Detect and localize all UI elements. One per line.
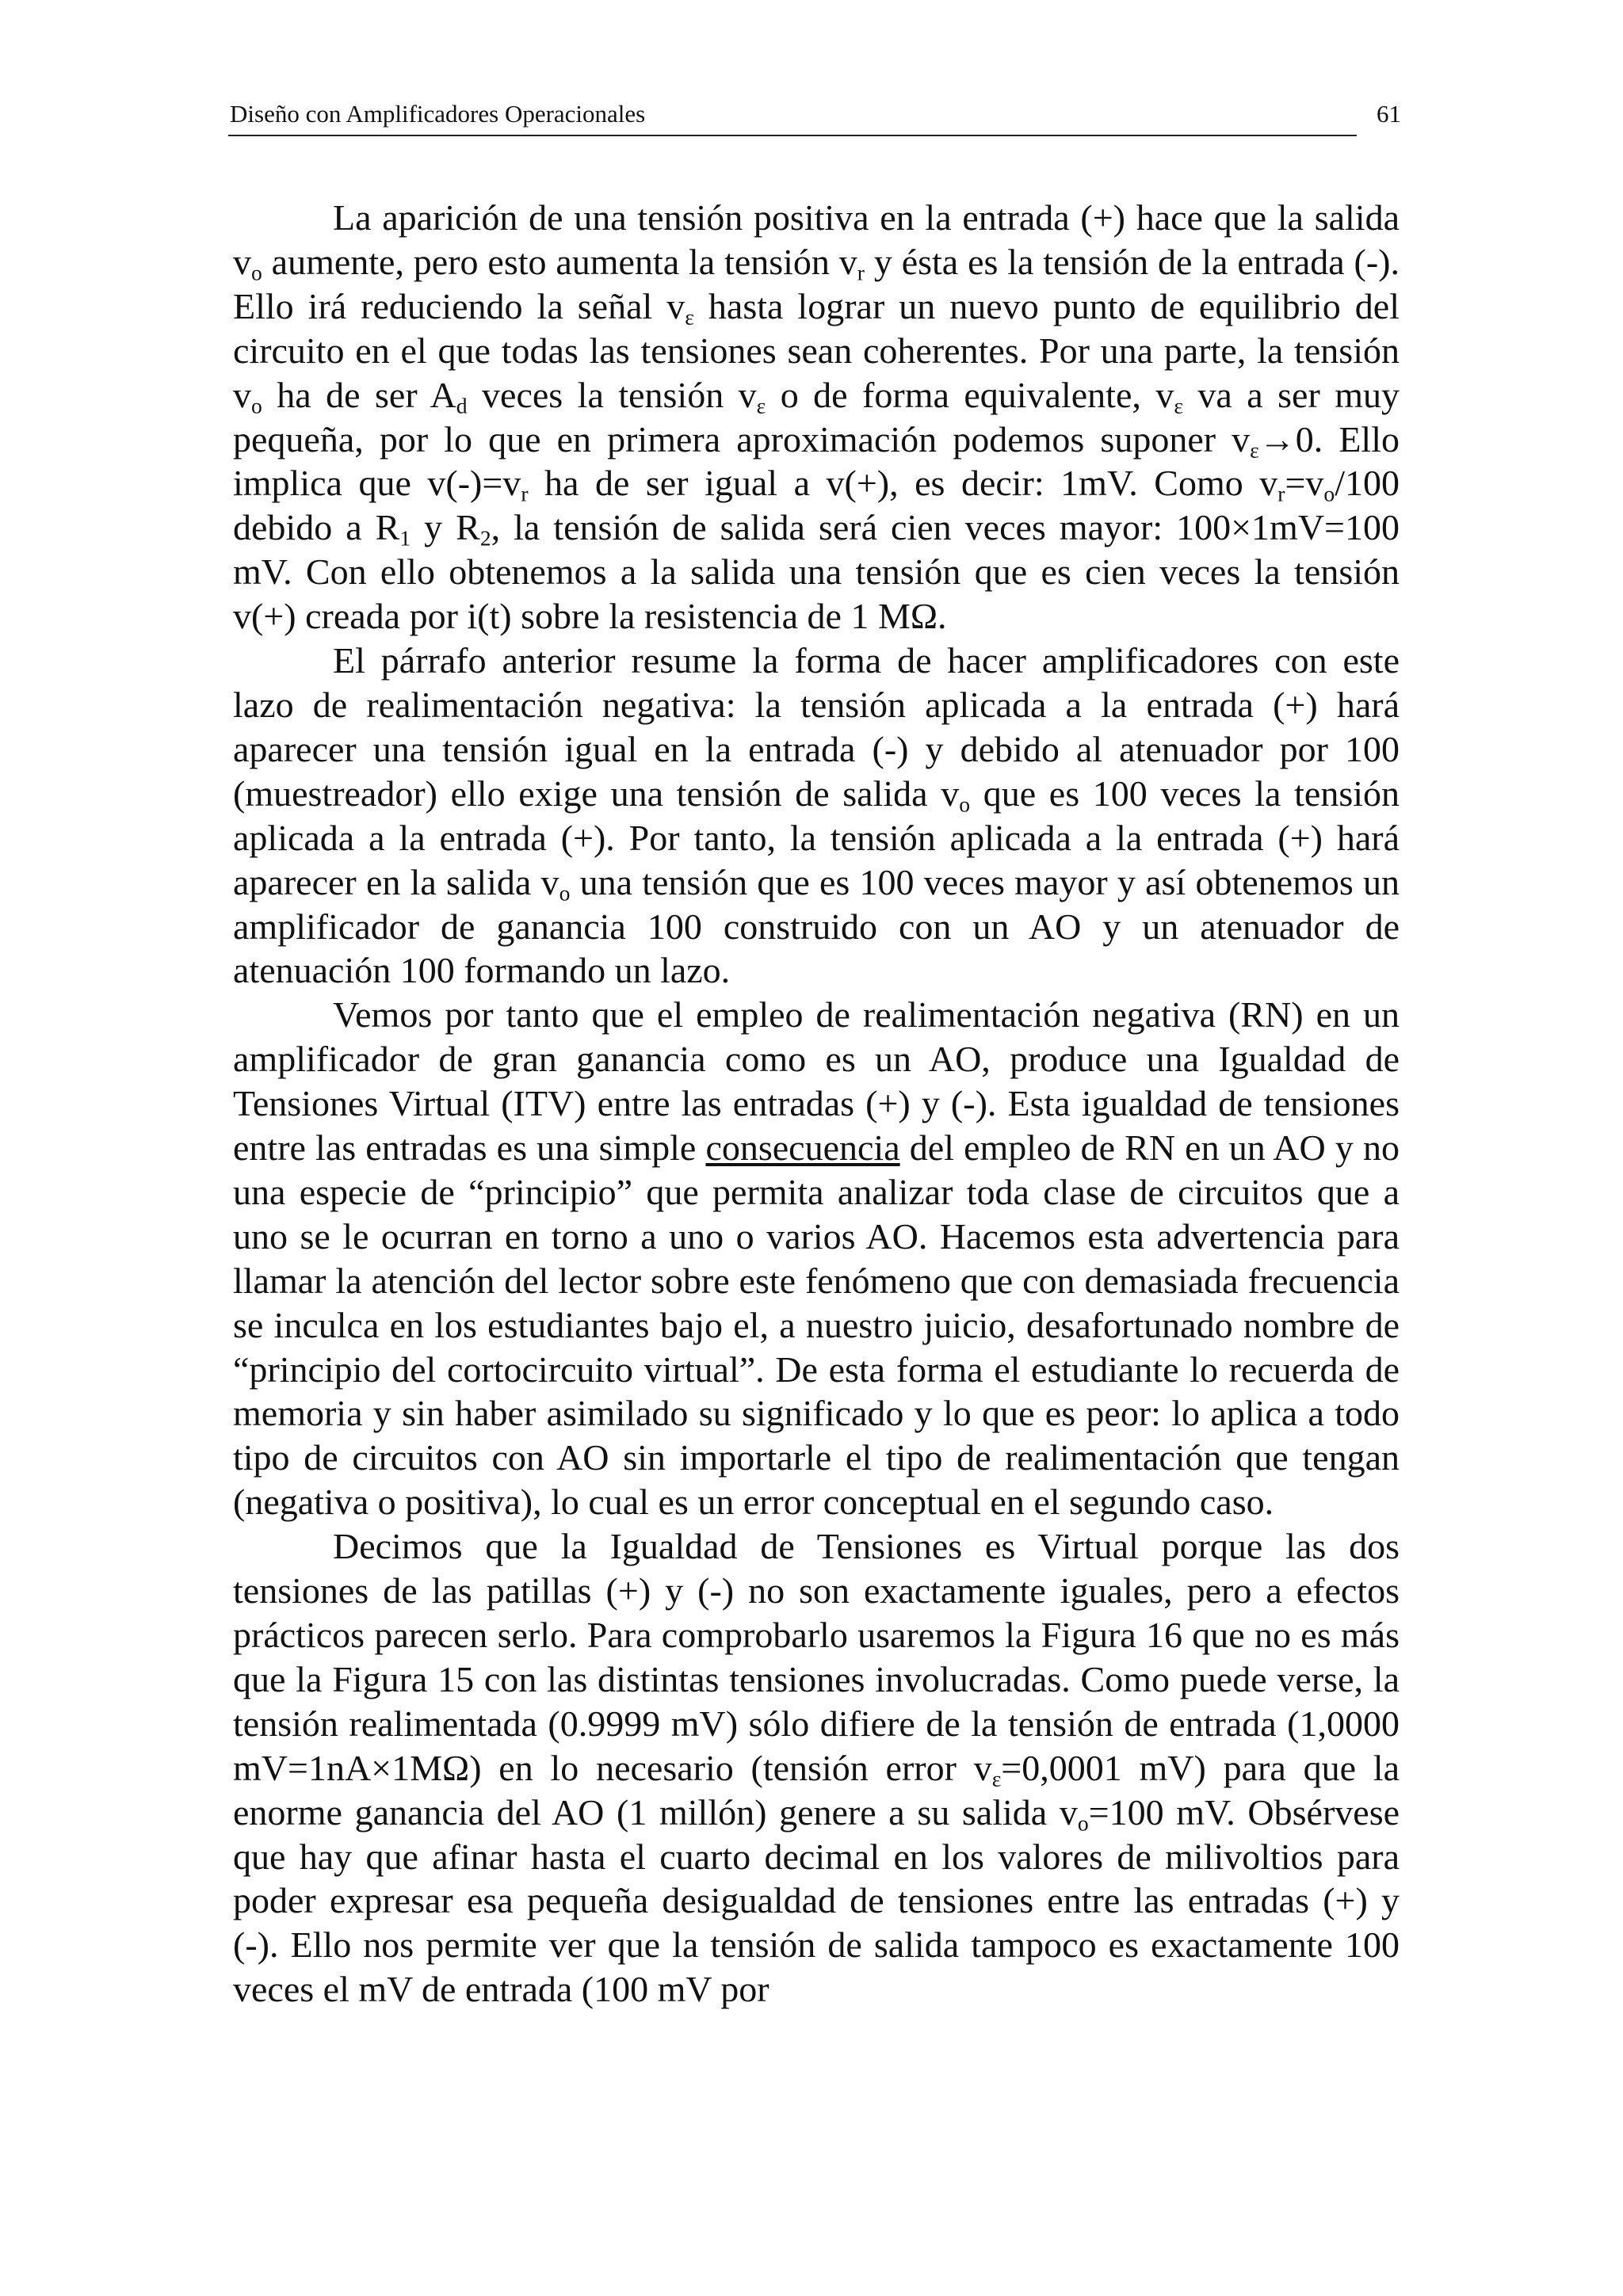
text-run: Decimos que la Igualdad de Tensiones es Virtual porque las dos tensiones de las patillas (+) y (-) no son exactamente iguales, pero a efectos prácticos parecen serlo. Para comprobarlo usaremos la Figura 16 que no es más que la Figura 15 con las distintas tensiones involucradas. Como puede verse, la tensión realimentada (0.9999 mV) sólo difiere de la tensión de entrada (1,0000 mV=1nA×1MΩ) en lo necesario (tensión error v (233, 1526, 1400, 1788)
running-title: Diseño con Amplificadores Operacionales (230, 100, 646, 128)
text-run: Vemos por tanto que el empleo de realimentación negativa (RN) en un amplificador de gran ganancia como es un AO, produce una Igualdad de Tensiones Virtual (ITV) entre las entradas (+) y (-). Esta igualdad de tensiones entre las entradas es una simple (233, 994, 1400, 1169)
paragraph-4 (233, 1524, 1400, 2012)
subscript: 1 (399, 526, 411, 551)
subscript: ε (756, 393, 766, 418)
subscript: r (521, 482, 529, 507)
text-run: La aparición de una tensión positiva en la entrada (+) hace que la salida v (233, 197, 1400, 282)
subscript: 2 (479, 526, 491, 551)
subscript: o (1077, 1810, 1089, 1836)
text-run: y ésta es la tensión de la entrada (-). Ello irá reduciendo la señal v (233, 241, 1400, 326)
text-run: veces la tensión v (467, 374, 757, 415)
text-run: o de forma equivalente, v (766, 374, 1174, 415)
underlined-text: consecuencia (705, 1127, 900, 1169)
paragraph-3 (233, 993, 1400, 1524)
text-run: hasta lograr un nuevo punto de equilibrio del circuito en el que todas las tensiones sean coherentes. Por una parte, la tensión v (233, 285, 1400, 415)
text-run: /100 debido a R (233, 463, 1400, 548)
subscript: r (857, 260, 865, 285)
text-run: va a ser muy pequeña, por lo que en primera aproximación podemos suponer v (233, 374, 1400, 460)
text-run: que es 100 veces la tensión aplicada a la entrada (+). Por tanto, la tensión aplicada a la entrada (+) hará aparecer en la salida v (233, 772, 1400, 902)
page-header (228, 93, 1401, 136)
text-run: y R (411, 507, 480, 548)
page-number: 61 (1377, 100, 1401, 128)
text-run: →0. Ello implica que v(-)=v (233, 418, 1400, 504)
body-text (233, 196, 1400, 2012)
text-run: =100 mV. Obsérvese que hay que afinar hasta el cuarto decimal en los valores de milivoltios para poder expresar esa pequeña desigualdad de tensiones entre las entradas (+) y (-). Ello nos permite ver que la tensión de salida tampoco es exactamente 100 veces el mV de entrada (100 mV por (233, 1791, 1400, 2010)
text-run: una tensión que es 100 veces mayor y así obtenemos un amplificador de ganancia 100 construido con un AO y un atenuador de atenuación 100 formando un lazo. (233, 861, 1400, 991)
subscript: ε (1250, 437, 1259, 463)
text-run: aumente, pero esto aumenta la tensión v (262, 241, 857, 282)
text-run: =0,0001 mV) para que la enorme ganancia del AO (1 millón) genere a su salida v (233, 1747, 1400, 1833)
subscript: ε (685, 304, 694, 330)
text-run: =v (1285, 463, 1324, 504)
subscript: o (559, 880, 571, 906)
text-run: ha de ser A (262, 374, 456, 415)
paragraph-2 (233, 639, 1400, 993)
subscript: r (1277, 482, 1285, 507)
subscript: o (251, 393, 262, 418)
text-run: ha de ser igual a v(+), es decir: 1mV. Como v (528, 463, 1278, 504)
paragraph-1 (233, 196, 1400, 639)
subscript: o (251, 260, 262, 285)
text-run: , la tensión de salida será cien veces mayor: 100×1mV=100 mV. Con ello obtenemos a la salida una tensión que es cien veces la tensión v(+) creada por i(t) sobre la resistencia de 1 MΩ. (233, 507, 1400, 637)
text-run: del empleo de RN en un AO y no una especie de “principio” que permita analizar toda clase de circuitos que a uno se le ocurran en torno a uno o varios AO. Hacemos esta advertencia para llamar la atención del lector sobre este fenómeno que con demasiada frecuencia se inculca en los estudiantes bajo el, a nuestro juicio, desafortunado nombre de “principio del cortocircuito virtual”. De esta forma el estudiante lo recuerda de memoria y sin haber asimilado su significado y lo que es peor: lo aplica a todo tipo de circuitos con AO sin importarle el tipo de realimentación que tengan (negativa o positiva), lo cual es un error conceptual en el segundo caso. (233, 1127, 1400, 1523)
text-run: El párrafo anterior resume la forma de hacer amplificadores con este lazo de realimentación negativa: la tensión aplicada a la entrada (+) hará aparecer una tensión igual en la entrada (-) y debido al atenuador por 100 (muestreador) ello exige una tensión de salida v (233, 640, 1400, 814)
subscript: ε (1174, 393, 1183, 418)
subscript: d (456, 393, 468, 418)
subscript: ε (991, 1766, 1002, 1791)
subscript: o (959, 791, 971, 817)
subscript: o (1323, 482, 1335, 507)
